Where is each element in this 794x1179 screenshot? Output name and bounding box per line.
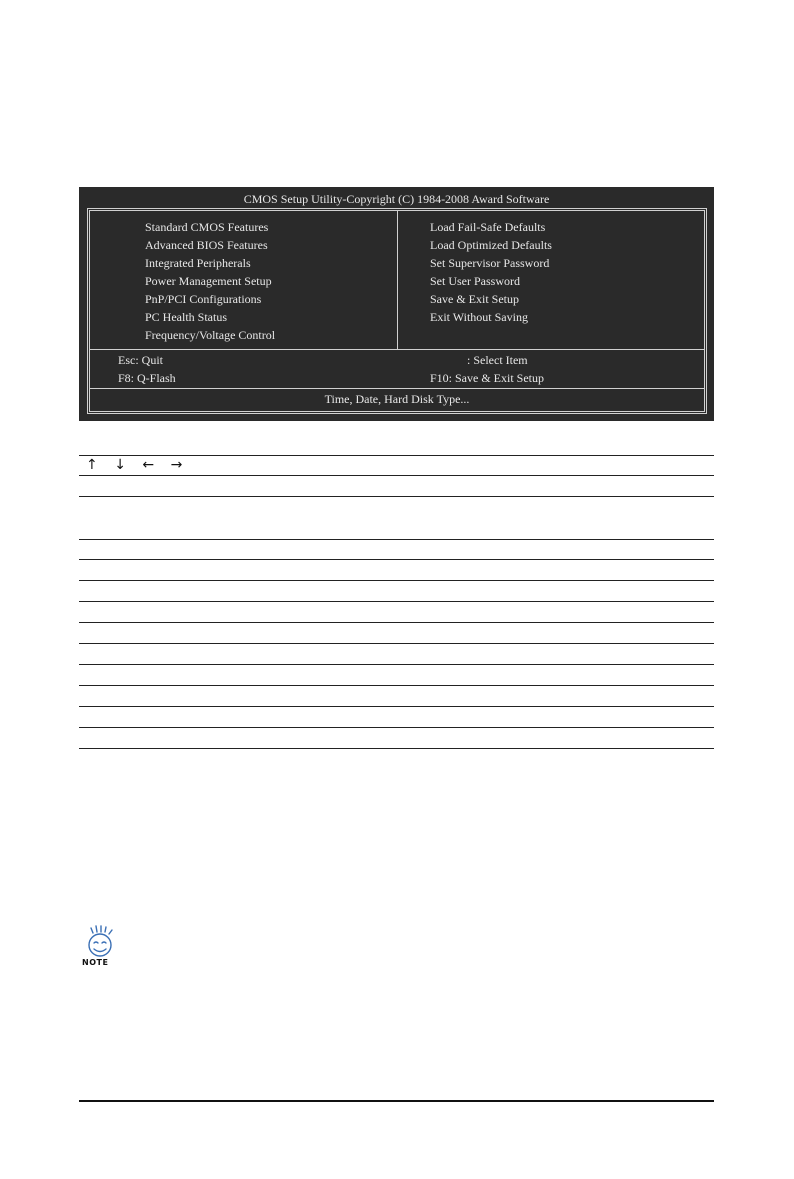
menu-item-set-user-password[interactable]: Set User Password	[430, 274, 520, 288]
menu-item-exit-without-saving[interactable]: Exit Without Saving	[430, 310, 528, 324]
bios-frame	[87, 208, 707, 414]
bios-title: CMOS Setup Utility-Copyright (C) 1984-2008 Award Software	[243, 192, 550, 206]
table-rule	[79, 601, 714, 602]
key-esc-quit: Esc: Quit	[118, 353, 163, 367]
bios-menu-left	[145, 218, 275, 344]
menu-item-save-exit[interactable]: Save & Exit Setup	[430, 292, 519, 306]
footer-rule	[79, 1100, 714, 1102]
menu-item-set-supervisor-password[interactable]: Set Supervisor Password	[430, 256, 550, 270]
table-rule	[79, 496, 714, 497]
arrow-right-icon: →	[170, 457, 183, 473]
arrow-keys-row	[86, 456, 194, 474]
menu-item-power-management[interactable]: Power Management Setup	[145, 274, 272, 288]
table-rule	[79, 559, 714, 560]
menu-item-integrated-peripherals[interactable]: Integrated Peripherals	[145, 256, 251, 270]
bios-menu-area	[90, 211, 704, 350]
table-rule	[79, 643, 714, 644]
bios-screen	[79, 187, 714, 421]
table-rule	[79, 706, 714, 707]
table-rule	[79, 475, 714, 476]
table-rule	[79, 580, 714, 581]
table-rule	[79, 685, 714, 686]
table-rule	[79, 622, 714, 623]
menu-item-pc-health[interactable]: PC Health Status	[145, 310, 228, 324]
menu-item-load-optimized[interactable]: Load Optimized Defaults	[430, 238, 552, 252]
menu-item-pnp-pci[interactable]: PnP/PCI Configurations	[145, 292, 262, 306]
key-q-flash: F8: Q-Flash	[118, 371, 176, 385]
bios-key-legend	[90, 350, 704, 389]
smiley-face-icon	[82, 925, 134, 959]
menu-item-advanced-bios[interactable]: Advanced BIOS Features	[145, 238, 268, 252]
menu-item-load-fail-safe[interactable]: Load Fail-Safe Defaults	[430, 220, 546, 234]
menu-item-standard-cmos[interactable]: Standard CMOS Features	[145, 220, 269, 234]
table-rule	[79, 664, 714, 665]
arrow-left-icon: ←	[142, 457, 155, 473]
table-rule	[79, 539, 714, 540]
note-icon	[82, 925, 134, 971]
arrow-up-icon: ↑	[86, 457, 98, 473]
arrow-down-icon: ↓	[114, 457, 126, 473]
table-rule-bottom	[79, 748, 714, 749]
table-rule	[79, 727, 714, 728]
menu-item-frequency-voltage[interactable]: Frequency/Voltage Control	[145, 328, 276, 342]
menu-divider	[397, 211, 398, 349]
bios-status-line: Time, Date, Hard Disk Type...	[324, 392, 470, 406]
key-f10-save-exit: F10: Save & Exit Setup	[430, 371, 544, 385]
bios-menu-right	[430, 218, 552, 326]
note-label: NOTE	[82, 958, 109, 967]
key-select-item: : Select Item	[467, 353, 528, 367]
